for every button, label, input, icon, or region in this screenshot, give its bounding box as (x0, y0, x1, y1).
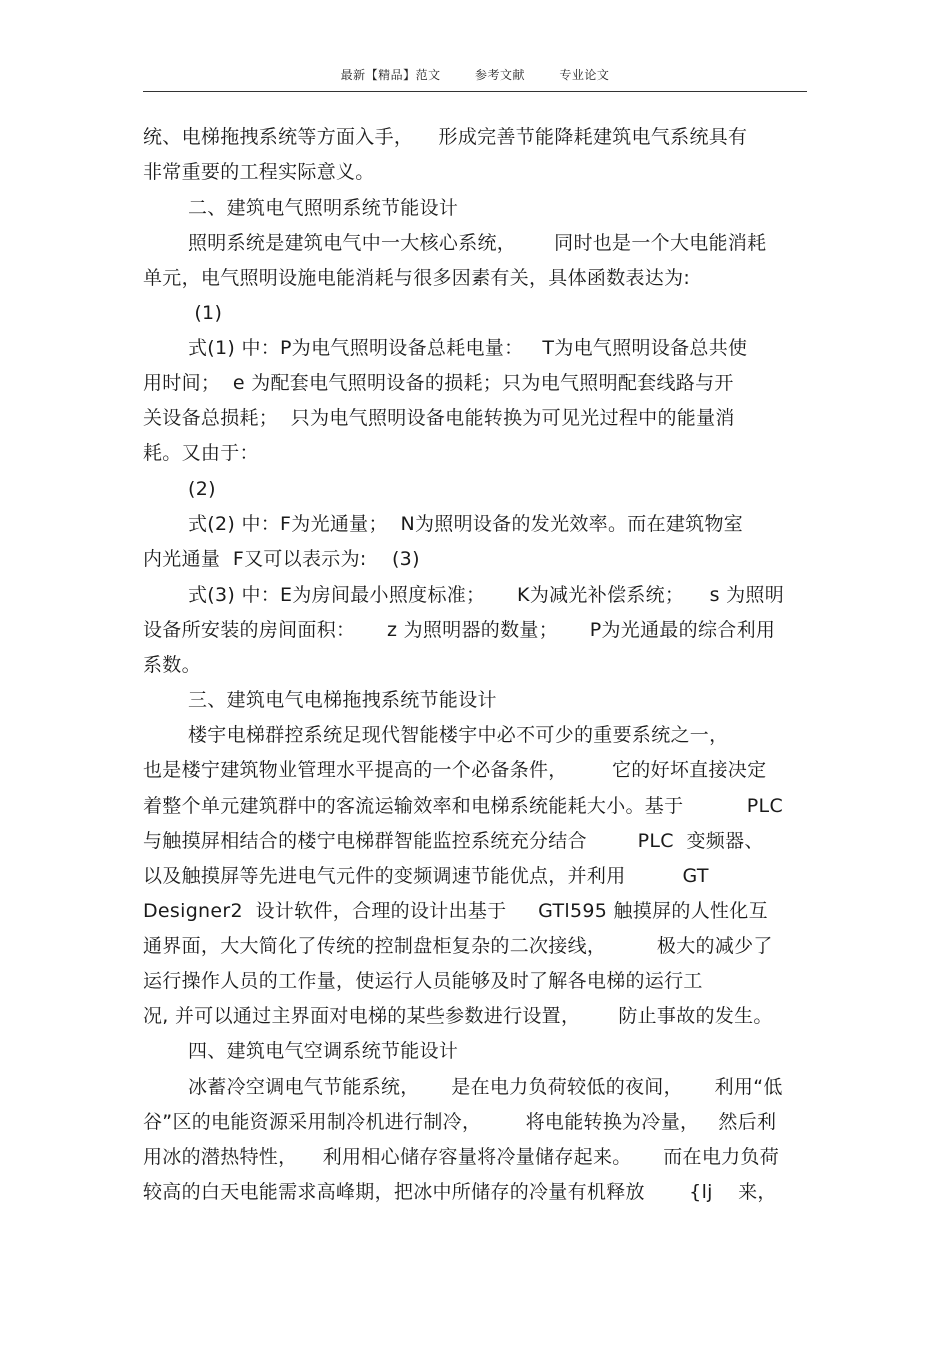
header-item: 最新【精品】范文 (340, 68, 441, 82)
text-line: 照明系统是建筑电气中一大核心系统， 同时也是一个大电能消耗 (188, 232, 767, 254)
text-line: 单元，电气照明设施电能消耗与很多因素有关，具体函数表达为: (143, 267, 691, 289)
text-line: 耗。又由于： (143, 442, 259, 464)
text-line: 内光通量 F又可以表示为: (3) (143, 548, 420, 570)
text-line: 式(2) 中：F为光通量； N为照明设备的发光效率。而在建筑物室 (188, 513, 744, 535)
text-line: 用时间； e 为配套电气照明设备的损耗；只为电气照明配套线路与开 (143, 372, 734, 394)
text-line: 通界面，大大简化了传统的控制盘柜复杂的二次接线， 极大的减少了 (143, 935, 773, 957)
text-line: 关设备总损耗； 只为电气照明设备电能转换为可见光过程中的能量消 (143, 407, 735, 429)
text-line: 冰蓄冷空调电气节能系统， 是在电力负荷较低的夜间， 利用“低 (188, 1076, 783, 1098)
text-line: Designer2 设计软件，合理的设计出基于 GTl595 触摸屏的人性化互 (143, 900, 768, 922)
text-line: 式(3) 中：E为房间最小照度标准； K为减光补偿系统； s 为照明 (188, 584, 785, 606)
text-line: 系数。 (143, 654, 201, 676)
text-line: 况, 并可以通过主界面对电梯的某些参数进行设置， 防止事故的发生。 (143, 1005, 773, 1027)
equation-label: (2) (188, 478, 216, 500)
text-line: 非常重要的工程实际意义。 (143, 161, 375, 183)
equation-label: (1) (188, 302, 223, 324)
section-heading: 二、建筑电气照明系统节能设计 (188, 197, 459, 219)
text-line: 与触摸屏相结合的楼宁电梯群智能监控系统充分结合 PLC 变频器、 (143, 830, 764, 852)
text-line: 较高的白天电能需求高峰期，把冰中所储存的冷量有机释放 {lj 来， (143, 1181, 777, 1203)
text-line: 楼宇电梯群控系统足现代智能楼宇中必不可少的重要系统之一， (188, 724, 729, 746)
text-line: 谷”区的电能资源采用制冷机进行制冷， 将电能转换为冷量， 然后利 (143, 1111, 777, 1133)
header-item: 参考文献 (474, 68, 525, 82)
header-item: 专业论文 (559, 68, 610, 82)
text-line: 设备所安装的房间面积： z 为照明器的数量； P为光通最的综合利用 (143, 619, 776, 641)
page-header (143, 66, 807, 83)
text-line: 以及触摸屏等先进电气元件的变频调速节能优点，并利用 GT (143, 865, 709, 887)
section-heading: 三、建筑电气电梯拖拽系统节能设计 (188, 689, 497, 711)
text-line: 用冰的潜热特性， 利用相心储存容量将冷量储存起来。 而在电力负荷 (143, 1146, 780, 1168)
text-line: 着整个单元建筑群中的客流运输效率和电梯系统能耗大小。基于 PLC (143, 795, 784, 817)
text-line: 也是楼宁建筑物业管理水平提高的一个必备条件， 它的好坏直接决定 (143, 759, 767, 781)
text-line: 统、电梯拖拽系统等方面入手， 形成完善节能降耗建筑电气系统具有 (143, 126, 748, 148)
header-divider (143, 91, 807, 92)
text-line: 运行操作人员的工作量，使运行人员能够及时了解各电梯的运行工 (143, 970, 703, 992)
text-line: 式(1) 中：P为电气照明设备总耗电量： T为电气照明设备总共使 (188, 337, 748, 359)
section-heading: 四、建筑电气空调系统节能设计 (188, 1040, 459, 1062)
